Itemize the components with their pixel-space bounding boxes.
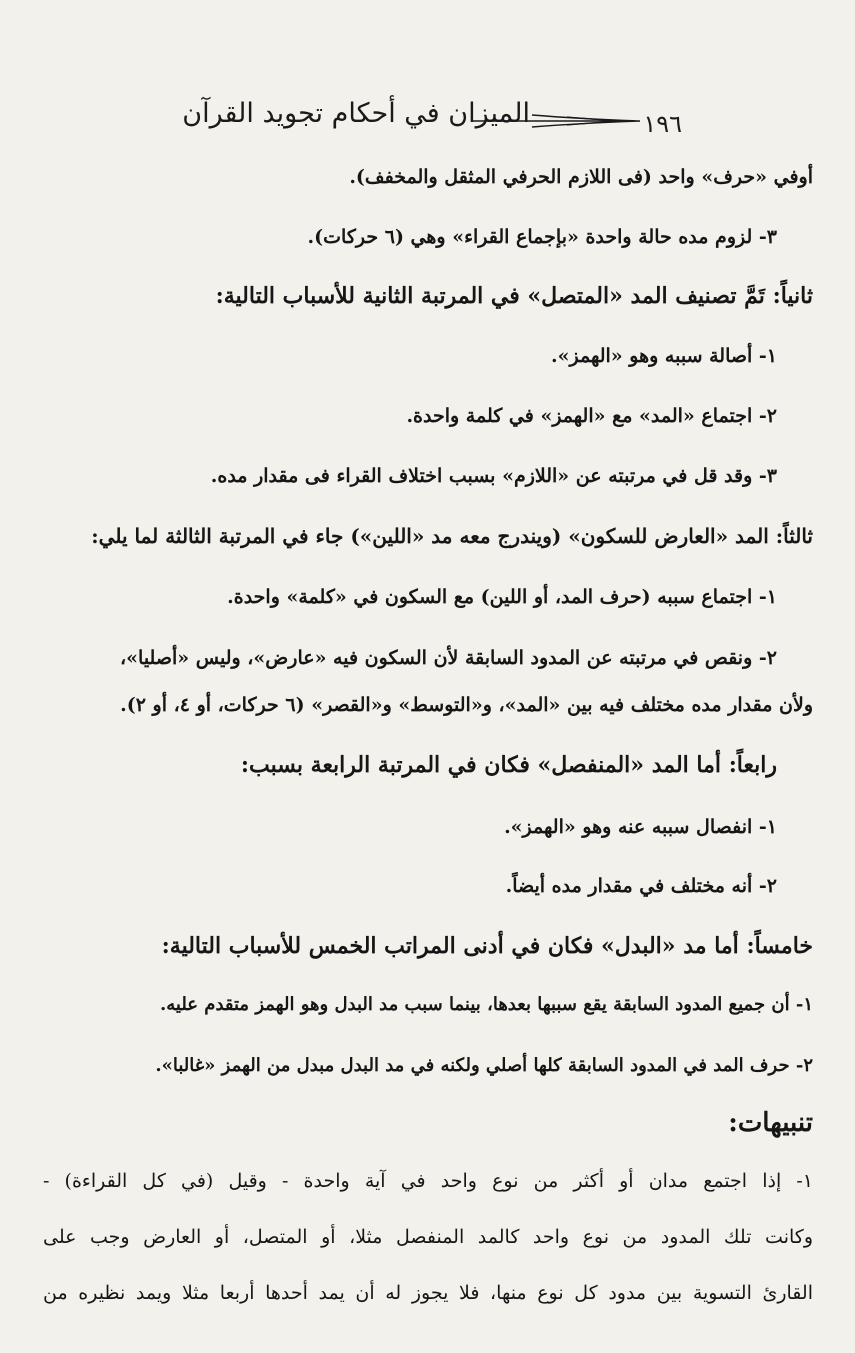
page-header [110,96,710,148]
list-item: ١- أصالة سببه وهو «الهمز». [551,345,777,367]
list-item: ١- اجتماع سببه (حرف المد، أو اللين) مع السكون في «كلمة» واحدة. [227,586,777,608]
list-item: ٣- وقد قل في مرتبته عن «اللازم» بسبب اختلاف القراء فى مقدار مده. [210,465,777,487]
section-heading: خامساً: أما مد «البدل» فكان في أدنى المراتب الخمس للأسباب التالية: [161,933,813,959]
paragraph-line: وكانت تلك المدود من نوع واحد كالمد المنفصل مثلا، أو المتصل، أو العارض وجب على [43,1226,813,1248]
paragraph-line: القارئ التسوية بين مدود كل نوع منها، فلا يجوز له أن يمد أحدها أربعا مثلا ويمد نظيره من [43,1282,813,1304]
paragraph-line: ١- إذا اجتمع مدان أو أكثر من نوع واحد في آية واحدة - وقيل (في كل القراءة) - [43,1170,813,1192]
section-heading: ثالثاً: المد «العارض للسكون» (ويندرج معه مد «اللين») جاء في المرتبة الثالثة لما يلي: [91,524,813,548]
notes-heading: تنبيهات: [728,1108,813,1138]
list-item: ٢- ونقص في مرتبته عن المدود السابقة لأن السكون فيه «عارض»، وليس «أصليا»، [120,647,777,669]
list-item: ١- انفصال سببه عنه وهو «الهمز». [504,816,777,838]
list-item: ٣- لزوم مده حالة واحدة «بإجماع القراء» وهي (٦ حركات). [307,226,777,248]
list-item: ٢- اجتماع «المد» مع «الهمز» في كلمة واحدة. [406,405,777,427]
ornament-divider-icon [472,110,642,132]
list-item: ١- أن جميع المدود السابقة يقع سببها بعدها، بينما سبب مد البدل وهو الهمز متقدم عليه. [159,994,813,1015]
page-number: ١٩٦ [643,110,682,138]
section-heading: ثانياً: تَمَّ تصنيف المد «المتصل» في المرتبة الثانية للأسباب التالية: [215,283,813,309]
section-heading: رابعاً: أما المد «المنفصل» فكان في المرتبة الرابعة بسبب: [240,752,777,778]
text-line: أوفي «حرف» واحد (فى اللازم الحرفي المثقل والمخفف). [349,166,813,188]
book-title: الميزان في أحكام تجويد القرآن [182,98,530,129]
list-item: ٢- حرف المد في المدود السابقة كلها أصلي ولكنه في مد البدل مبدل من الهمز «غالبا». [155,1055,813,1076]
text-line: ولأن مقدار مده مختلف فيه بين «المد»، و«التوسط» و«القصر» (٦ حركات، أو ٤، أو ٢). [120,694,813,716]
list-item: ٢- أنه مختلف في مقدار مده أيضاً. [505,875,777,897]
